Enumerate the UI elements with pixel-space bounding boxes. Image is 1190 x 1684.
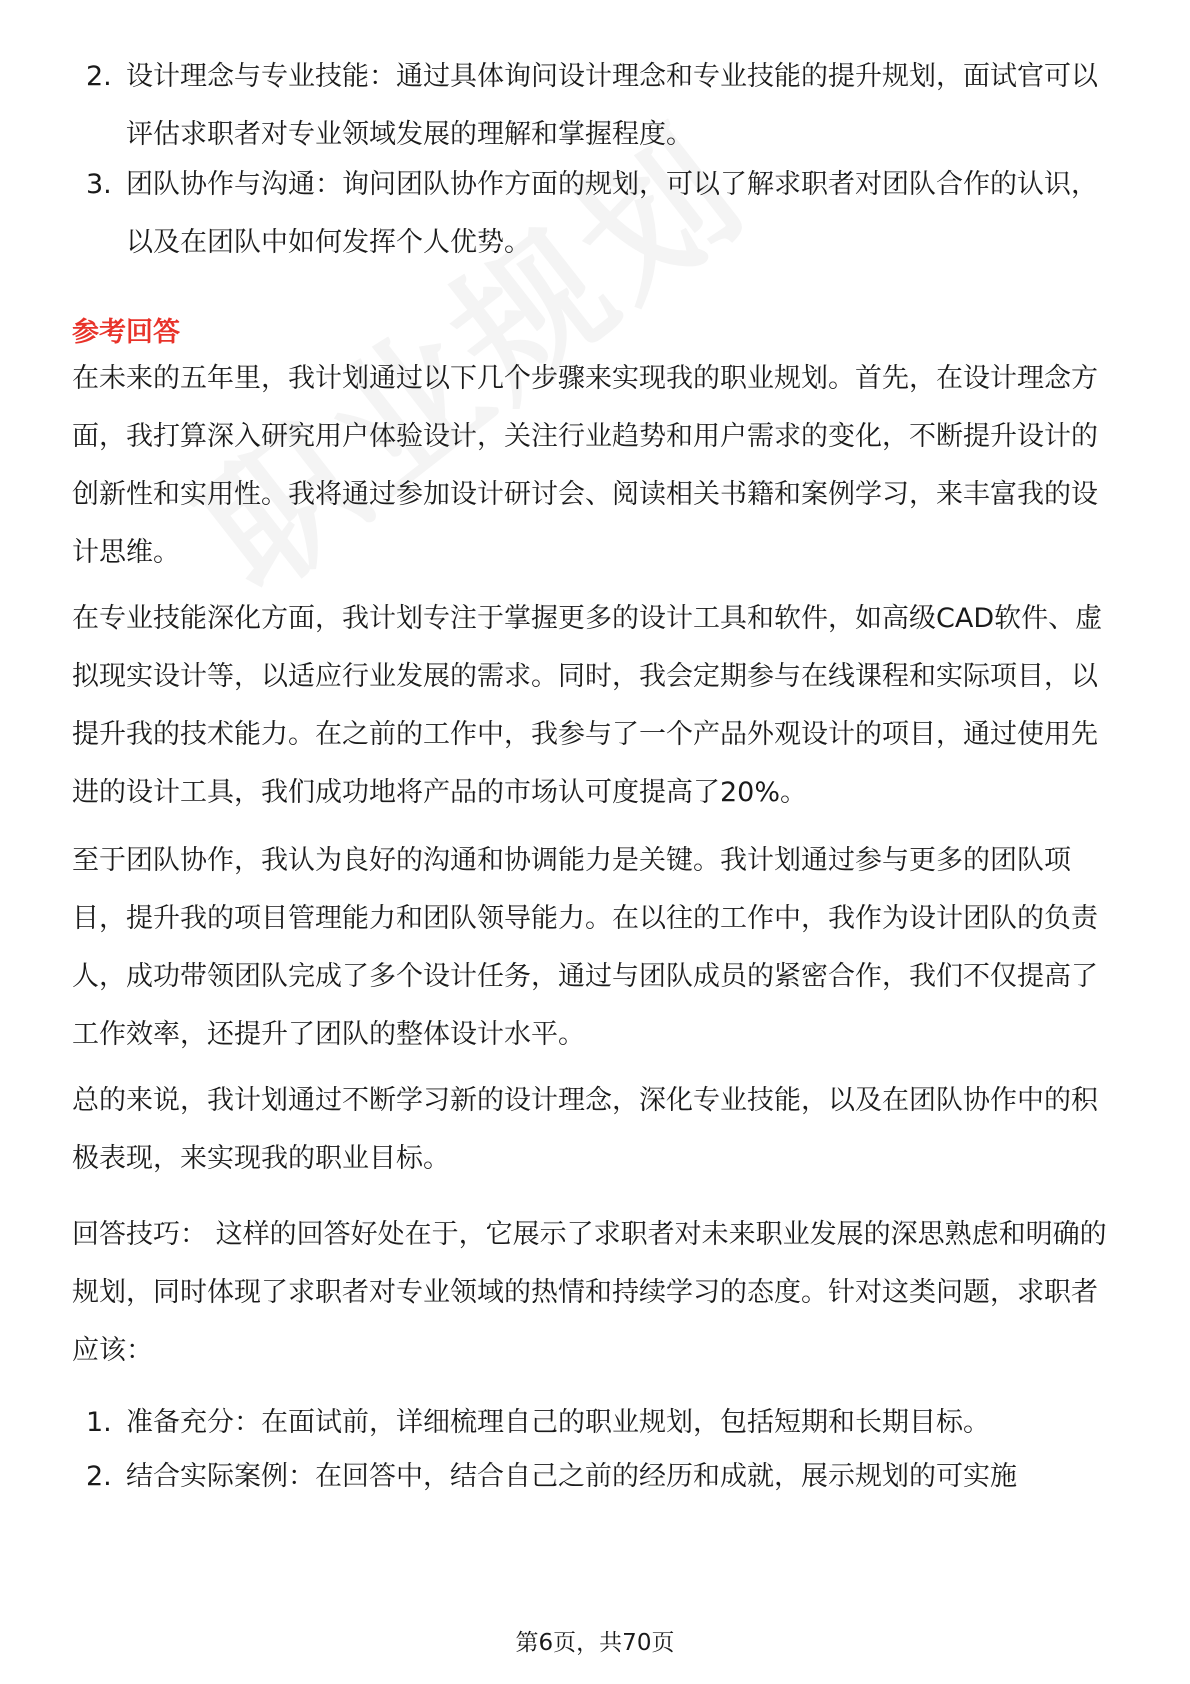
list-number: 2. [86, 61, 112, 92]
page-number: 第6页，共70页 [515, 1630, 675, 1656]
list-text: 设计理念与专业技能：通过具体询问设计理念和专业技能的提升规划，面试官可以评估求职者对专业领域发展的理解和掌握程度。 [126, 61, 1098, 150]
section-heading: 参考回答 [72, 317, 180, 348]
criteria-item [86, 48, 1116, 164]
list-number: 2. [86, 1461, 112, 1492]
list-text: 准备充分：在面试前，详细梳理自己的职业规划，包括短期和长期目标。 [126, 1407, 990, 1438]
list-number: 3. [86, 169, 112, 200]
list-text: 结合实际案例：在回答中，结合自己之前的经历和成就，展示规划的可实施 [126, 1461, 1017, 1492]
tip-item [86, 1448, 1116, 1506]
answer-paragraph: 在未来的五年里，我计划通过以下几个步骤来实现我的职业规划。首先，在设计理念方面，我打算深入研究用户体验设计，关注行业趋势和用户需求的变化，不断提升设计的创新性和实用性。我将通过参加设计研讨会、阅读相关书籍和案例学习，来丰富我的设计思维。 [72, 363, 1098, 568]
answer-paragraph: 至于团队协作，我认为良好的沟通和协调能力是关键。我计划通过参与更多的团队项目，提升我的项目管理能力和团队领导能力。在以往的工作中，我作为设计团队的负责人，成功带领团队完成了多个设计任务，通过与团队成员的紧密合作，我们不仅提高了工作效率，还提升了团队的整体设计水平。 [72, 845, 1098, 1050]
answer-paragraph: 在专业技能深化方面，我计划专注于掌握更多的设计工具和软件，如高级CAD软件、虚拟现实设计等，以适应行业发展的需求。同时，我会定期参与在线课程和实际项目，以提升我的技术能力。在之前的工作中，我参与了一个产品外观设计的项目，通过使用先进的设计工具，我们成功地将产品的市场认可度提高了20%。 [72, 603, 1103, 808]
tips-paragraph: 回答技巧： 这样的回答好处在于，它展示了求职者对未来职业发展的深思熟虑和明确的规划，同时体现了求职者对专业领域的热情和持续学习的态度。针对这类问题，求职者应该： [72, 1219, 1107, 1366]
criteria-item [86, 156, 1116, 272]
list-text: 团队协作与沟通：询问团队协作方面的规划，可以了解求职者对团队合作的认识，以及在团队中如何发挥个人优势。 [126, 169, 1098, 258]
answer-paragraph: 总的来说，我计划通过不断学习新的设计理念，深化专业技能，以及在团队协作中的积极表现，来实现我的职业目标。 [72, 1085, 1098, 1174]
tip-item [86, 1394, 1116, 1452]
list-number: 1. [86, 1407, 112, 1438]
